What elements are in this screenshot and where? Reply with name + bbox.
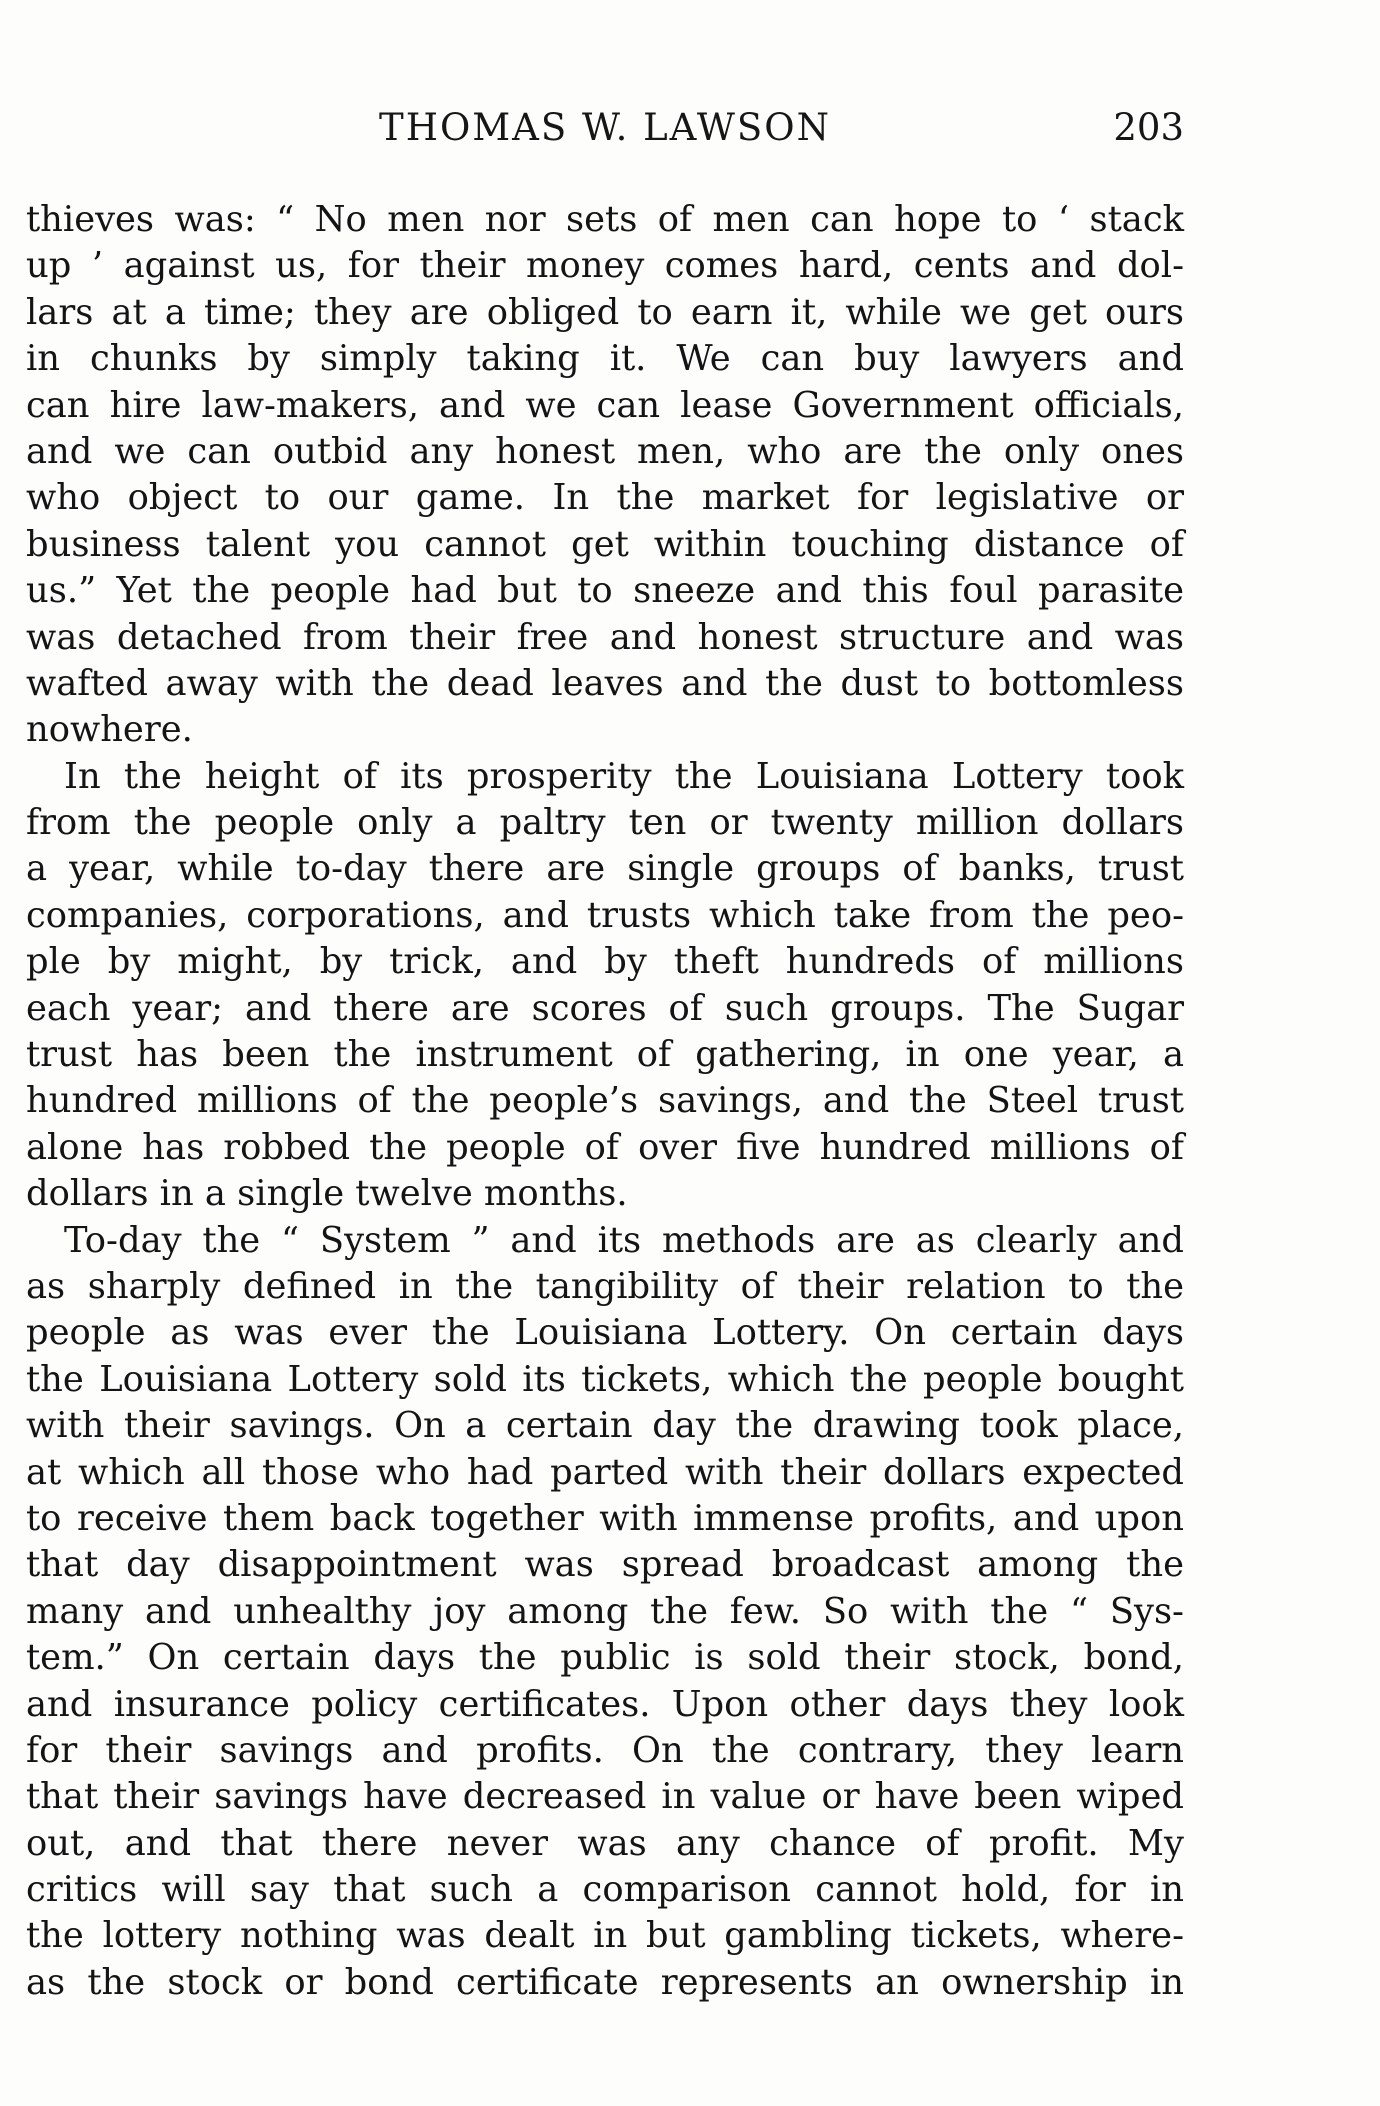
text-line: nowhere. [26, 709, 193, 751]
text-line: lars at a time; they are obliged to earn it, while we get ours [26, 291, 1184, 333]
text-line: the lottery nothing was dealt in but gambling tickets, where- [26, 1915, 1184, 1957]
text-line: thieves was: “ No men nor sets of men can hope to ‘ stack [26, 199, 1184, 240]
page-header [26, 106, 1184, 156]
text-line: wafted away with the dead leaves and the dust to bottomless [26, 662, 1184, 704]
paragraph-start-line: In the height of its prosperity the Louisiana Lottery took [64, 755, 1184, 797]
text-line: each year; and there are scores of such groups. The Sugar [26, 987, 1184, 1029]
text-line: up ’ against us, for their money comes hard, cents and dol- [26, 245, 1184, 287]
text-line: at which all those who had parted with their dollars expected [26, 1451, 1184, 1493]
text-line: dollars in a single twelve months. [26, 1173, 628, 1215]
body-text [26, 197, 1184, 2006]
text-line: can hire law-makers, and we can lease Government officials, [26, 384, 1184, 426]
text-line: and insurance policy certificates. Upon other days they look [26, 1683, 1184, 1725]
text-line: out, and that there never was any chance of profit. My [26, 1822, 1184, 1864]
paragraph-start-line: To-day the “ System ” and its methods are as clearly and [64, 1219, 1184, 1261]
text-line: to receive them back together with immense profits, and upon [26, 1497, 1184, 1539]
text-line: as the stock or bond certificate represents an ownership in [26, 1961, 1184, 2003]
text-line: in chunks by simply taking it. We can buy lawyers and [26, 338, 1184, 380]
page-number: 203 [1113, 106, 1184, 149]
text-line: alone has robbed the people of over five hundred millions of [26, 1126, 1184, 1168]
text-line: that their savings have decreased in value or have been wiped [26, 1776, 1184, 1818]
text-line: a year, while to-day there are single groups of banks, trust [26, 848, 1184, 890]
text-line: and we can outbid any honest men, who are the only ones [26, 430, 1184, 472]
text-line: that day disappointment was spread broadcast among the [26, 1544, 1184, 1586]
text-line: as sharply defined in the tangibility of their relation to the [26, 1265, 1184, 1307]
text-line: ple by might, by trick, and by theft hundreds of millions [26, 941, 1184, 983]
text-line: tem.” On certain days the public is sold their stock, bond, [26, 1637, 1184, 1679]
text-line: trust has been the instrument of gathering, in one year, a [26, 1034, 1184, 1076]
text-line: for their savings and profits. On the contrary, they learn [26, 1729, 1184, 1771]
running-head: THOMAS W. LAWSON [379, 106, 831, 149]
text-line: critics will say that such a comparison cannot hold, for in [26, 1869, 1184, 1911]
text-line: was detached from their free and honest structure and was [26, 616, 1184, 658]
text-line: companies, corporations, and trusts which take from the peo- [26, 894, 1184, 936]
text-line: many and unhealthy joy among the few. So with the “ Sys- [26, 1590, 1184, 1632]
text-line: with their savings. On a certain day the drawing took place, [26, 1405, 1184, 1447]
text-line: business talent you cannot get within touching distance of [26, 523, 1184, 565]
text-line: us.” Yet the people had but to sneeze and this foul parasite [26, 570, 1184, 612]
text-line: from the people only a paltry ten or twenty million dollars [26, 802, 1184, 844]
text-line: the Louisiana Lottery sold its tickets, which the people bought [26, 1358, 1184, 1400]
text-line: hundred millions of the people’s savings, and the Steel trust [26, 1080, 1184, 1122]
text-line: who object to our game. In the market for legislative or [26, 477, 1184, 519]
text-line: people as was ever the Louisiana Lottery. On certain days [26, 1312, 1184, 1354]
